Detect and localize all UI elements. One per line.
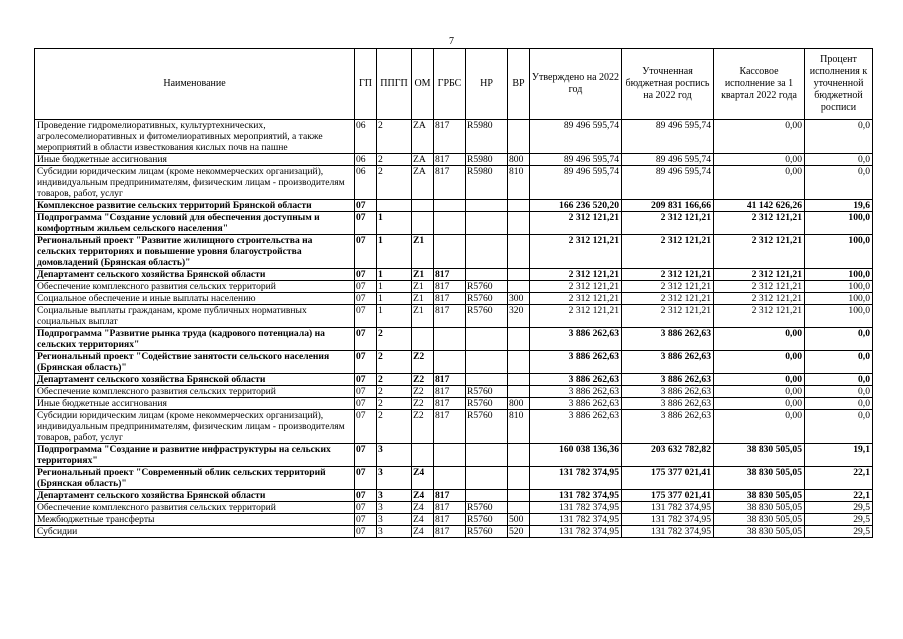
header-gp: ГП	[355, 49, 377, 120]
cell-om: Z2	[412, 386, 434, 398]
cell-om: Z2	[412, 410, 434, 444]
cell-nr: R5760	[466, 398, 508, 410]
cell-gp: 07	[355, 293, 377, 305]
cell-approved: 89 496 595,74	[530, 154, 622, 166]
cell-nr: R5760	[466, 526, 508, 538]
cell-vr	[508, 212, 530, 235]
cell-refined: 3 886 262,63	[622, 351, 714, 374]
cell-ppgp: 3	[377, 444, 412, 467]
cell-om	[412, 444, 434, 467]
cell-percent: 22,1	[805, 490, 873, 502]
cell-name: Департамент сельского хозяйства Брянской области	[35, 374, 355, 386]
cell-cash: 2 312 121,21	[714, 305, 805, 328]
cell-name: Проведение гидромелиоративных, культуртехнических, агролесомелиоративных и фитомелиоративных мероприятий, а также мероприятий в области известкования кислых почв на пашне	[35, 120, 355, 154]
cell-ppgp: 1	[377, 305, 412, 328]
cell-nr	[466, 235, 508, 269]
cell-approved: 3 886 262,63	[530, 410, 622, 444]
cell-cash: 38 830 505,05	[714, 526, 805, 538]
cell-gp: 07	[355, 200, 377, 212]
cell-percent: 100,0	[805, 305, 873, 328]
cell-om: Z1	[412, 293, 434, 305]
cell-percent: 22,1	[805, 467, 873, 490]
cell-vr	[508, 490, 530, 502]
cell-gp: 07	[355, 328, 377, 351]
cell-approved: 160 038 136,36	[530, 444, 622, 467]
cell-om	[412, 200, 434, 212]
cell-refined: 3 886 262,63	[622, 386, 714, 398]
cell-om: Z2	[412, 374, 434, 386]
cell-name: Департамент сельского хозяйства Брянской области	[35, 269, 355, 281]
cell-name: Обеспечение комплексного развития сельских территорий	[35, 386, 355, 398]
cell-percent: 0,0	[805, 386, 873, 398]
cell-refined: 3 886 262,63	[622, 410, 714, 444]
header-om: ОМ	[412, 49, 434, 120]
cell-name: Региональный проект "Современный облик сельских территорий (Брянская область)"	[35, 467, 355, 490]
cell-nr: R5760	[466, 305, 508, 328]
cell-cash: 0,00	[714, 154, 805, 166]
cell-om: ZA	[412, 120, 434, 154]
cell-approved: 2 312 121,21	[530, 212, 622, 235]
cell-gp: 07	[355, 351, 377, 374]
cell-om: Z1	[412, 269, 434, 281]
cell-ppgp: 3	[377, 526, 412, 538]
cell-om: Z1	[412, 281, 434, 293]
cell-name: Иные бюджетные ассигнования	[35, 398, 355, 410]
cell-cash: 2 312 121,21	[714, 212, 805, 235]
cell-grbs: 817	[434, 269, 466, 281]
cell-ppgp: 1	[377, 293, 412, 305]
cell-percent: 100,0	[805, 212, 873, 235]
cell-grbs: 817	[434, 502, 466, 514]
cell-gp: 07	[355, 269, 377, 281]
cell-name: Обеспечение комплексного развития сельских территорий	[35, 281, 355, 293]
cell-gp: 06	[355, 154, 377, 166]
cell-name: Подпрограмма "Развитие рынка труда (кадрового потенциала) на сельских территориях"	[35, 328, 355, 351]
cell-name: Субсидии юридическим лицам (кроме некоммерческих организаций), индивидуальным предпринимателям, физическим лицам - производителям товаров, работ, услуг	[35, 410, 355, 444]
cell-ppgp: 2	[377, 166, 412, 200]
cell-ppgp: 1	[377, 235, 412, 269]
cell-name: Департамент сельского хозяйства Брянской области	[35, 490, 355, 502]
cell-vr	[508, 200, 530, 212]
cell-gp: 07	[355, 212, 377, 235]
cell-nr	[466, 351, 508, 374]
cell-percent: 0,0	[805, 166, 873, 200]
cell-ppgp: 3	[377, 514, 412, 526]
cell-om: Z2	[412, 351, 434, 374]
cell-refined: 2 312 121,21	[622, 212, 714, 235]
cell-ppgp: 2	[377, 351, 412, 374]
cell-approved: 2 312 121,21	[530, 293, 622, 305]
cell-grbs	[434, 467, 466, 490]
cell-ppgp: 2	[377, 328, 412, 351]
table-row	[35, 120, 873, 154]
cell-grbs	[434, 444, 466, 467]
cell-vr: 500	[508, 514, 530, 526]
cell-approved: 2 312 121,21	[530, 235, 622, 269]
table-row	[35, 293, 873, 305]
table-row	[35, 490, 873, 502]
cell-vr	[508, 235, 530, 269]
cell-cash: 0,00	[714, 120, 805, 154]
table-row	[35, 374, 873, 386]
cell-refined: 131 782 374,95	[622, 526, 714, 538]
cell-refined: 2 312 121,21	[622, 281, 714, 293]
table-body	[35, 120, 873, 538]
header-percent: Процент исполнения к уточненной бюджетной росписи	[805, 49, 873, 120]
cell-approved: 131 782 374,95	[530, 467, 622, 490]
cell-vr	[508, 444, 530, 467]
header-refined: Уточненная бюджетная роспись на 2022 год	[622, 49, 714, 120]
cell-cash: 0,00	[714, 374, 805, 386]
cell-percent: 100,0	[805, 269, 873, 281]
cell-om: Z4	[412, 514, 434, 526]
table-row	[35, 514, 873, 526]
header-name: Наименование	[35, 49, 355, 120]
cell-cash: 38 830 505,05	[714, 514, 805, 526]
cell-refined: 89 496 595,74	[622, 154, 714, 166]
table-row	[35, 467, 873, 490]
cell-gp: 07	[355, 374, 377, 386]
cell-grbs: 817	[434, 374, 466, 386]
header-vr: ВР	[508, 49, 530, 120]
cell-grbs	[434, 351, 466, 374]
cell-cash: 38 830 505,05	[714, 490, 805, 502]
cell-vr: 300	[508, 293, 530, 305]
cell-vr: 520	[508, 526, 530, 538]
cell-cash: 2 312 121,21	[714, 281, 805, 293]
cell-om: ZA	[412, 166, 434, 200]
table-row	[35, 351, 873, 374]
cell-cash: 2 312 121,21	[714, 235, 805, 269]
cell-refined: 89 496 595,74	[622, 120, 714, 154]
cell-approved: 3 886 262,63	[530, 374, 622, 386]
cell-nr: R5760	[466, 281, 508, 293]
cell-vr: 320	[508, 305, 530, 328]
cell-gp: 07	[355, 386, 377, 398]
cell-refined: 2 312 121,21	[622, 269, 714, 281]
cell-ppgp: 2	[377, 410, 412, 444]
cell-approved: 131 782 374,95	[530, 514, 622, 526]
cell-grbs: 817	[434, 281, 466, 293]
cell-cash: 0,00	[714, 386, 805, 398]
cell-refined: 3 886 262,63	[622, 398, 714, 410]
cell-approved: 2 312 121,21	[530, 305, 622, 328]
cell-percent: 0,0	[805, 351, 873, 374]
cell-name: Подпрограмма "Создание и развитие инфраструктуры на сельских территориях"	[35, 444, 355, 467]
cell-grbs: 817	[434, 526, 466, 538]
cell-name: Комплексное развитие сельских территорий Брянской области	[35, 200, 355, 212]
cell-ppgp: 3	[377, 467, 412, 490]
cell-vr	[508, 467, 530, 490]
table-row	[35, 166, 873, 200]
cell-approved: 2 312 121,21	[530, 269, 622, 281]
cell-grbs: 817	[434, 305, 466, 328]
budget-table	[34, 48, 873, 538]
cell-grbs: 817	[434, 490, 466, 502]
cell-grbs	[434, 235, 466, 269]
cell-nr	[466, 374, 508, 386]
cell-om: Z4	[412, 490, 434, 502]
cell-om	[412, 328, 434, 351]
cell-approved: 89 496 595,74	[530, 120, 622, 154]
cell-gp: 07	[355, 410, 377, 444]
cell-grbs: 817	[434, 154, 466, 166]
cell-name: Иные бюджетные ассигнования	[35, 154, 355, 166]
cell-refined: 2 312 121,21	[622, 305, 714, 328]
cell-percent: 0,0	[805, 398, 873, 410]
cell-vr	[508, 502, 530, 514]
cell-refined: 131 782 374,95	[622, 514, 714, 526]
cell-percent: 0,0	[805, 154, 873, 166]
cell-percent: 29,5	[805, 514, 873, 526]
table-row	[35, 410, 873, 444]
cell-refined: 3 886 262,63	[622, 374, 714, 386]
cell-approved: 3 886 262,63	[530, 398, 622, 410]
cell-gp: 07	[355, 514, 377, 526]
cell-nr: R5980	[466, 120, 508, 154]
cell-name: Социальные выплаты гражданам, кроме публичных нормативных социальных выплат	[35, 305, 355, 328]
page-number: 7	[449, 36, 454, 47]
cell-ppgp: 1	[377, 212, 412, 235]
cell-cash: 0,00	[714, 410, 805, 444]
table-row	[35, 502, 873, 514]
cell-nr	[466, 444, 508, 467]
cell-refined: 203 632 782,82	[622, 444, 714, 467]
cell-approved: 131 782 374,95	[530, 490, 622, 502]
cell-percent: 29,5	[805, 526, 873, 538]
header-grbs: ГРБС	[434, 49, 466, 120]
cell-nr: R5760	[466, 293, 508, 305]
cell-refined: 131 782 374,95	[622, 502, 714, 514]
cell-percent: 100,0	[805, 281, 873, 293]
cell-grbs: 817	[434, 514, 466, 526]
cell-cash: 38 830 505,05	[714, 502, 805, 514]
header-ppgp: ППГП	[377, 49, 412, 120]
cell-nr: R5980	[466, 154, 508, 166]
header-row	[35, 49, 873, 120]
cell-om: Z4	[412, 526, 434, 538]
cell-percent: 100,0	[805, 235, 873, 269]
cell-refined: 2 312 121,21	[622, 235, 714, 269]
cell-approved: 3 886 262,63	[530, 328, 622, 351]
cell-nr	[466, 490, 508, 502]
cell-refined: 175 377 021,41	[622, 490, 714, 502]
cell-name: Региональный проект "Развитие жилищного строительства на сельских территориях и повышение уровня благоустройства домовладений (Брянская область)"	[35, 235, 355, 269]
table-row	[35, 235, 873, 269]
cell-vr	[508, 120, 530, 154]
cell-name: Обеспечение комплексного развития сельских территорий	[35, 502, 355, 514]
cell-vr	[508, 281, 530, 293]
cell-grbs: 817	[434, 398, 466, 410]
cell-gp: 07	[355, 444, 377, 467]
cell-om: Z1	[412, 305, 434, 328]
cell-grbs: 817	[434, 166, 466, 200]
cell-vr: 800	[508, 398, 530, 410]
cell-ppgp	[377, 200, 412, 212]
cell-percent: 0,0	[805, 410, 873, 444]
cell-percent: 19,6	[805, 200, 873, 212]
cell-cash: 41 142 626,26	[714, 200, 805, 212]
cell-name: Межбюджетные трансферты	[35, 514, 355, 526]
cell-cash: 0,00	[714, 166, 805, 200]
cell-gp: 07	[355, 398, 377, 410]
cell-om: Z4	[412, 502, 434, 514]
table-row	[35, 386, 873, 398]
cell-ppgp: 1	[377, 281, 412, 293]
cell-percent: 100,0	[805, 293, 873, 305]
cell-refined: 209 831 166,66	[622, 200, 714, 212]
table-row	[35, 305, 873, 328]
cell-approved: 89 496 595,74	[530, 166, 622, 200]
table-row	[35, 212, 873, 235]
cell-approved: 166 236 520,20	[530, 200, 622, 212]
cell-refined: 175 377 021,41	[622, 467, 714, 490]
cell-nr: R5760	[466, 386, 508, 398]
cell-ppgp: 1	[377, 269, 412, 281]
cell-approved: 131 782 374,95	[530, 526, 622, 538]
cell-percent: 29,5	[805, 502, 873, 514]
cell-approved: 2 312 121,21	[530, 281, 622, 293]
cell-vr	[508, 386, 530, 398]
cell-approved: 3 886 262,63	[530, 351, 622, 374]
table-row	[35, 200, 873, 212]
cell-gp: 07	[355, 467, 377, 490]
cell-approved: 3 886 262,63	[530, 386, 622, 398]
cell-nr	[466, 212, 508, 235]
cell-cash: 0,00	[714, 328, 805, 351]
cell-gp: 07	[355, 502, 377, 514]
cell-ppgp: 3	[377, 490, 412, 502]
cell-ppgp: 2	[377, 120, 412, 154]
cell-nr: R5760	[466, 502, 508, 514]
cell-ppgp: 2	[377, 374, 412, 386]
cell-om: Z2	[412, 398, 434, 410]
cell-refined: 3 886 262,63	[622, 328, 714, 351]
cell-om: Z1	[412, 235, 434, 269]
cell-nr: R5760	[466, 514, 508, 526]
cell-nr	[466, 200, 508, 212]
cell-vr: 810	[508, 166, 530, 200]
cell-cash: 2 312 121,21	[714, 293, 805, 305]
cell-gp: 06	[355, 166, 377, 200]
cell-percent: 0,0	[805, 328, 873, 351]
cell-grbs: 817	[434, 386, 466, 398]
cell-name: Региональный проект "Содействие занятости сельского населения (Брянская область)"	[35, 351, 355, 374]
cell-ppgp: 2	[377, 398, 412, 410]
cell-om	[412, 212, 434, 235]
header-nr: НР	[466, 49, 508, 120]
cell-cash: 0,00	[714, 351, 805, 374]
cell-percent: 19,1	[805, 444, 873, 467]
cell-nr	[466, 269, 508, 281]
table-row	[35, 269, 873, 281]
cell-om: ZA	[412, 154, 434, 166]
cell-om: Z4	[412, 467, 434, 490]
table-row	[35, 398, 873, 410]
cell-cash: 2 312 121,21	[714, 269, 805, 281]
cell-name: Социальное обеспечение и иные выплаты населению	[35, 293, 355, 305]
cell-ppgp: 2	[377, 386, 412, 398]
cell-gp: 06	[355, 120, 377, 154]
cell-name: Субсидии юридическим лицам (кроме некоммерческих организаций), индивидуальным предпринимателям, физическим лицам - производителям товаров, работ, услуг	[35, 166, 355, 200]
table-row	[35, 526, 873, 538]
cell-name: Субсидии	[35, 526, 355, 538]
cell-gp: 07	[355, 490, 377, 502]
cell-name: Подпрограмма "Создание условий для обеспечения доступным и комфортным жильем сельского населения"	[35, 212, 355, 235]
cell-grbs	[434, 212, 466, 235]
cell-percent: 0,0	[805, 374, 873, 386]
cell-grbs: 817	[434, 120, 466, 154]
cell-vr	[508, 269, 530, 281]
cell-cash: 0,00	[714, 398, 805, 410]
cell-grbs: 817	[434, 293, 466, 305]
cell-approved: 131 782 374,95	[530, 502, 622, 514]
cell-gp: 07	[355, 235, 377, 269]
cell-percent: 0,0	[805, 120, 873, 154]
cell-vr	[508, 328, 530, 351]
table-row	[35, 444, 873, 467]
table-row	[35, 328, 873, 351]
cell-grbs	[434, 328, 466, 351]
cell-gp: 07	[355, 305, 377, 328]
header-approved: Утверждено на 2022 год	[530, 49, 622, 120]
cell-vr	[508, 351, 530, 374]
cell-nr	[466, 467, 508, 490]
cell-vr	[508, 374, 530, 386]
table-row	[35, 281, 873, 293]
cell-grbs: 817	[434, 410, 466, 444]
cell-vr: 800	[508, 154, 530, 166]
header-cash: Кассовое исполнение за 1 квартал 2022 года	[714, 49, 805, 120]
cell-nr	[466, 328, 508, 351]
cell-nr: R5980	[466, 166, 508, 200]
cell-refined: 89 496 595,74	[622, 166, 714, 200]
cell-gp: 07	[355, 526, 377, 538]
cell-ppgp: 3	[377, 502, 412, 514]
cell-nr: R5760	[466, 410, 508, 444]
cell-ppgp: 2	[377, 154, 412, 166]
cell-cash: 38 830 505,05	[714, 467, 805, 490]
cell-refined: 2 312 121,21	[622, 293, 714, 305]
cell-grbs	[434, 200, 466, 212]
cell-cash: 38 830 505,05	[714, 444, 805, 467]
cell-vr: 810	[508, 410, 530, 444]
cell-gp: 07	[355, 281, 377, 293]
table-row	[35, 154, 873, 166]
